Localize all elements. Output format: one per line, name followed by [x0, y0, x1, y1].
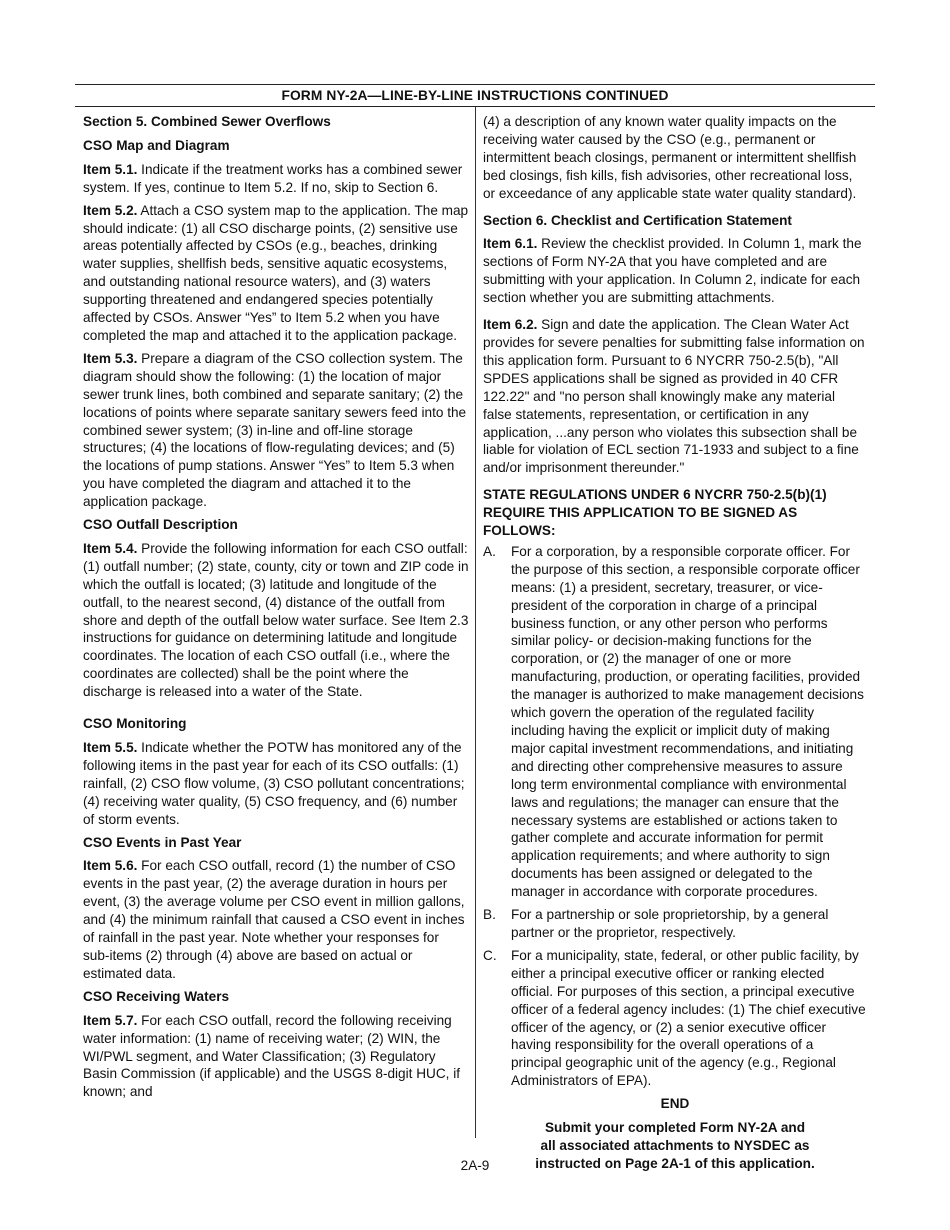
page-title: FORM NY-2A—LINE-BY-LINE INSTRUCTIONS CONTINUED	[281, 88, 669, 103]
signer-text-b: For a partnership or sole proprietorship, by a general partner or the proprietor, respectively.	[511, 907, 829, 940]
end-word: END	[660, 1096, 690, 1112]
item-5-4-text: Provide the following information for each CSO outfall: (1) outfall number; (2) state, county, city or town and ZIP code in which the outfall is located; (3) latitude and longitude of the outfall, to the nearest second, (4) distance of the outfall from shore and depth of the outfall below water surface. See Item 2.3 instructions for guidance on determining latitude and longitude coordinates. The location of each CSO outfall (i.e., where the coordinates are collected) shall be the point where the discharge is released into a water of the State.	[83, 540, 469, 700]
item-6-1-label: Item 6.1.	[483, 236, 538, 252]
item-5-4-label: Item 5.4.	[83, 540, 138, 556]
item-5-3	[83, 350, 469, 511]
item-5-3-text: Prepare a diagram of the CSO collection system. The diagram should show the following: (1) the location of major sewer trunk lines, both combined and separate sanitary; (2) the locations of points where separate sanitary sewers feed into the combined sewer system; (3) in-line and off-line storage structures; (4) the locations of flow-regulating devices; and (5) the locations of pump stations. Answer “Yes” to Item 5.3 when you have completed the diagram and attached it to the application package.	[83, 350, 467, 510]
page-number: 2A-9	[460, 1158, 490, 1173]
item-5-6	[83, 857, 469, 982]
submit-note-line-1: Submit your completed Form NY-2A and	[544, 1120, 806, 1136]
left-column	[83, 113, 469, 1106]
section-6-heading: Section 6. Checklist and Certification Statement	[483, 212, 792, 228]
item-5-4	[83, 540, 469, 701]
cso-map-heading: CSO Map and Diagram	[83, 137, 230, 153]
item-5-5-text: Indicate whether the POTW has monitored any of the following items in the past year for each of its CSO outfalls: (1) rainfall, (2) CSO flow volume, (3) CSO pollutant concentrations; (4) receiving water quality, (5) CSO frequency, and (6) number of storm events.	[83, 740, 465, 827]
item-5-3-label: Item 5.3.	[83, 350, 138, 366]
cso-events-heading: CSO Events in Past Year	[83, 834, 242, 850]
section-5-heading: Section 5. Combined Sewer Overflows	[83, 114, 331, 129]
cso-receiving-heading: CSO Receiving Waters	[83, 988, 230, 1004]
signer-letter-c: C.	[483, 947, 497, 963]
item-5-7-continued: (4) a description of any known water quality impacts on the receiving water caused by the CSO (e.g., permanent or intermittent beach closings, permanent or intermittent shellfish bed closings, fish kills, fish advisories, other recreational loss, or exceedance of any applicable state water quality standard).	[483, 114, 857, 201]
item-5-6-label: Item 5.6.	[83, 858, 138, 874]
item-5-7-text: For each CSO outfall, record the following receiving water information: (1) name of receiving water; (2) WIN, the WI/PWL segment, and Water Classification; (3) Regulatory Basin Commission (if applicable) and the USGS 8-digit HUC, if known; and	[83, 1012, 460, 1100]
submit-note-line-3: instructed on Page 2A-1 of this application.	[535, 1156, 815, 1172]
item-5-1-label: Item 5.1.	[83, 161, 138, 177]
cso-monitoring-heading: CSO Monitoring	[83, 716, 187, 732]
state-regulations-heading: STATE REGULATIONS UNDER 6 NYCRR 750-2.5(b)(1) REQUIRE THIS APPLICATION TO BE SIGNED AS FOLLOWS:	[483, 487, 827, 539]
header-top-rule	[75, 84, 875, 85]
signer-item-c	[483, 947, 867, 1090]
item-6-1	[483, 235, 867, 307]
item-5-2-label: Item 5.2.	[83, 202, 138, 218]
item-5-6-text: For each CSO outfall, record (1) the number of CSO events in the past year, (2) the average duration in hours per event, (3) the average volume per CSO event in million gallons, and (4) the minimum rainfall that caused a CSO event in inches of rainfall in the past year. Note whether your responses for sub-items (2) through (4) above are based on actual or estimated data.	[83, 858, 465, 981]
item-6-2-label: Item 6.2.	[483, 317, 538, 333]
signer-item-b	[483, 906, 867, 942]
item-5-7-label: Item 5.7.	[83, 1012, 138, 1028]
item-5-5-label: Item 5.5.	[83, 740, 138, 755]
item-5-1	[83, 161, 469, 197]
signer-item-a	[483, 543, 867, 901]
item-5-2-text: Attach a CSO system map to the application. The map should indicate: (1) all CSO discharge points, (2) sensitive use areas potentially affected by CSOs (e.g., beaches, drinking water supplies, shellfish beds, sensitive aquatic ecosystems, and outstanding national resource waters), and (3) waters supporting threatened and endangered species potentially affected by CSOs. Answer “Yes” to Item 5.2 when you have completed the map and attached it to the application package.	[83, 202, 469, 343]
signer-letter-a: A.	[483, 543, 496, 559]
submit-note-line-2: all associated attachments to NYSDEC as	[540, 1138, 810, 1154]
item-5-1-text: Indicate if the treatment works has a combined sewer system. If yes, continue to Item 5.2. If no, skip to Section 6.	[83, 161, 463, 195]
item-5-2	[83, 202, 469, 345]
item-6-2-text: Sign and date the application. The Clean Water Act provides for severe penalties for submitting false information on this application form. Pursuant to 6 NYCRR 750-2.5(b), "All SPDES applications shall be signed as provided in 40 CFR 122.22" and "no person shall knowingly make any material false statements, representation, or certification in any application, ...any person who violates this subsection shall be liable for violation of ECL section 71-1933 and subject to a fine and/or imprisonment thereunder."	[483, 317, 865, 476]
item-6-2	[483, 316, 867, 477]
item-6-1-text: Review the checklist provided. In Column 1, mark the sections of Form NY-2A that you have completed and are submitting with your application. In Column 2, indicate for each section whether you are submitting attachments.	[483, 236, 862, 306]
signer-text-c: For a municipality, state, federal, or other public facility, by either a principal executive officer or ranking elected official. For purposes of this section, a principal executive officer of a federal agency includes: (1) The chief executive officer of the agency, or (2) a senior executive officer having responsibility for the overall operations of a principal geographic unit of the agency (e.g., Regional Administrators of EPA).	[511, 947, 866, 1089]
item-5-7	[83, 1012, 469, 1102]
column-divider	[475, 107, 476, 1138]
cso-outfall-heading: CSO Outfall Description	[83, 517, 238, 533]
right-column	[483, 113, 867, 1173]
signer-letter-b: B.	[483, 907, 496, 923]
item-5-5	[83, 739, 469, 829]
signer-text-a: For a corporation, by a responsible corporate officer. For the purpose of this section, a responsible corporate officer means: (1) a president, secretary, treasurer, or vice-president of the corporation in charge of a principal business function, or any other person who performs similar policy- or decision-making functions for the corporation, or (2) the manager of one or more manufacturing, production, or operating facilities, provided the manager is authorized to make management decisions which govern the operation of the regulated facility including having the explicit or implicit duty of making major capital investment recommendations, and initiating and directing other comprehensive measures to assure long term environmental compliance with environmental laws and regulations; the manager can ensure that the necessary systems are established or actions taken to gather complete and accurate information for permit application requirements; and where authority to sign documents has been assigned or delegated to the manager in accordance with corporate procedures.	[511, 543, 864, 900]
